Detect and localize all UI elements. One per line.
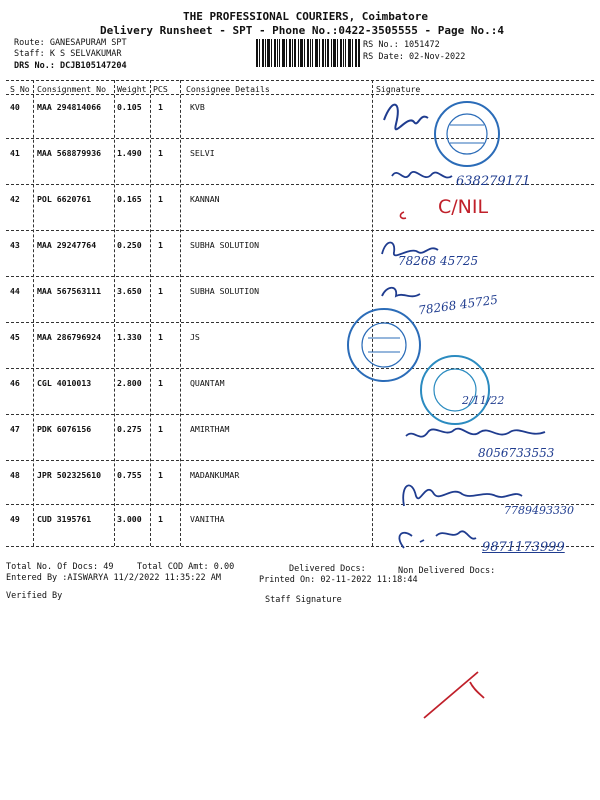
row-consignee: KVB (190, 102, 205, 112)
non-delivered-docs: Non Delivered Docs: (398, 566, 496, 576)
row-pcs: 1 (158, 102, 163, 112)
drs-number: DRS No.: DCJB105147204 (14, 61, 127, 71)
handwritten-phone: 638279171 (456, 174, 531, 189)
col-header-pcs: PCS (153, 84, 168, 94)
row-pcs: 1 (158, 514, 163, 524)
bank-stamp (435, 102, 499, 166)
row-weight: 1.330 (117, 332, 142, 342)
barcode (256, 39, 360, 67)
handwritten-note: C/NIL (438, 196, 489, 218)
row-sno: 46 (10, 378, 20, 388)
rs-date: RS Date: 02-Nov-2022 (363, 52, 466, 62)
row-rule (6, 276, 594, 277)
row-weight: 0.250 (117, 240, 142, 250)
signature-scribble (403, 485, 522, 506)
col-header-consignee: Consignee Details (186, 84, 270, 94)
staff-info: Staff: K S SELVAKUMAR (14, 49, 122, 59)
signature-scribble (400, 212, 406, 218)
row-weight: 3.000 (117, 514, 142, 524)
row-weight: 2.800 (117, 378, 142, 388)
report-subtitle: Delivery Runsheet - SPT - Phone No.:0422-3505555 - Page No.:4 (100, 24, 504, 37)
col-divider (150, 80, 151, 546)
row-consignee: SELVI (190, 148, 215, 158)
row-consignment: MAA 294814066 (37, 102, 102, 112)
delivered-docs: Delivered Docs: (289, 564, 366, 574)
row-sno: 43 (10, 240, 20, 250)
total-docs: Total No. Of Docs: 49 (6, 562, 114, 572)
col-header-signature: Signature (376, 84, 421, 94)
staff-signature-label: Staff Signature (265, 595, 342, 605)
row-weight: 0.755 (117, 470, 142, 480)
row-sno: 44 (10, 286, 20, 296)
handwritten-phone: 9871173999 (482, 540, 565, 555)
row-rule (6, 322, 594, 323)
row-sno: 45 (10, 332, 20, 342)
row-rule (6, 138, 594, 139)
row-pcs: 1 (158, 240, 163, 250)
row-weight: 0.165 (117, 194, 142, 204)
route-info: Route: GANESAPURAM SPT (14, 38, 127, 48)
handwritten-phone: 78268 45725 (417, 292, 499, 318)
row-sno: 41 (10, 148, 20, 158)
row-rule (6, 414, 594, 415)
rs-number: RS No.: 1051472 (363, 40, 440, 50)
row-rule (6, 230, 594, 231)
signature-scribble (382, 288, 420, 297)
entered-by: Entered By :AISWARYA 11/2/2022 11:35:22 AM (6, 573, 221, 583)
handwritten-phone: 7789493330 (504, 504, 574, 517)
col-divider (372, 80, 373, 546)
row-pcs: 1 (158, 148, 163, 158)
table-top-rule (6, 80, 594, 81)
row-consignment: MAA 568879936 (37, 148, 102, 158)
verified-by: Verified By (6, 591, 63, 601)
row-rule (6, 368, 594, 369)
row-consignee: AMIRTHAM (190, 424, 230, 434)
row-consignee: JS (190, 332, 200, 342)
row-pcs: 1 (158, 286, 163, 296)
row-sno: 42 (10, 194, 20, 204)
row-sno: 40 (10, 102, 20, 112)
col-header-weight: Weight (117, 84, 147, 94)
row-rule (6, 460, 594, 461)
col-divider (114, 80, 115, 546)
row-weight: 0.105 (117, 102, 142, 112)
js-stamp (348, 309, 420, 381)
row-consignment: CGL 4010013 (37, 378, 92, 388)
row-consignee: MADANKUMAR (190, 470, 240, 480)
row-weight: 3.650 (117, 286, 142, 296)
red-pen-mark (424, 672, 484, 718)
total-cod-amount: Total COD Amt: 0.00 (137, 562, 235, 572)
row-pcs: 1 (158, 378, 163, 388)
row-sno: 47 (10, 424, 20, 434)
row-consignee: SUBHA SOLUTION (190, 240, 260, 250)
row-pcs: 1 (158, 470, 163, 480)
row-consignment: CUD 3195761 (37, 514, 92, 524)
col-header-sno: S No (10, 84, 30, 94)
row-pcs: 1 (158, 194, 163, 204)
signature-scribble (392, 172, 452, 178)
col-divider (180, 80, 181, 546)
row-sno: 48 (10, 470, 20, 480)
row-sno: 49 (10, 514, 20, 524)
row-consignment: POL 6620761 (37, 194, 92, 204)
row-consignee: SUBHA SOLUTION (190, 286, 260, 296)
signature-scribble (406, 429, 545, 437)
row-consignee: KANNAN (190, 194, 220, 204)
handwritten-date: 2/11/22 (462, 394, 505, 407)
row-consignment: MAA 567563111 (37, 286, 102, 296)
row-consignment: PDK 6076156 (37, 424, 92, 434)
report-title: THE PROFESSIONAL COURIERS, Coimbatore (183, 10, 429, 23)
row-pcs: 1 (158, 424, 163, 434)
col-header-consignment: Consignment No (37, 84, 107, 94)
row-consignee: VANITHA (190, 514, 225, 524)
row-weight: 0.275 (117, 424, 142, 434)
row-consignment: MAA 286796924 (37, 332, 102, 342)
row-pcs: 1 (158, 332, 163, 342)
table-header-rule (6, 94, 594, 95)
row-weight: 1.490 (117, 148, 142, 158)
handwritten-phone: 8056733553 (478, 446, 555, 460)
signature-scribble (384, 105, 428, 130)
row-consignment: MAA 29247764 (37, 240, 97, 250)
row-consignee: QUANTAM (190, 378, 225, 388)
row-consignment: JPR 502325610 (37, 470, 102, 480)
col-divider (33, 80, 34, 546)
printed-on: Printed On: 02-11-2022 11:18:44 (259, 575, 418, 585)
handwritten-phone: 78268 45725 (398, 254, 479, 268)
